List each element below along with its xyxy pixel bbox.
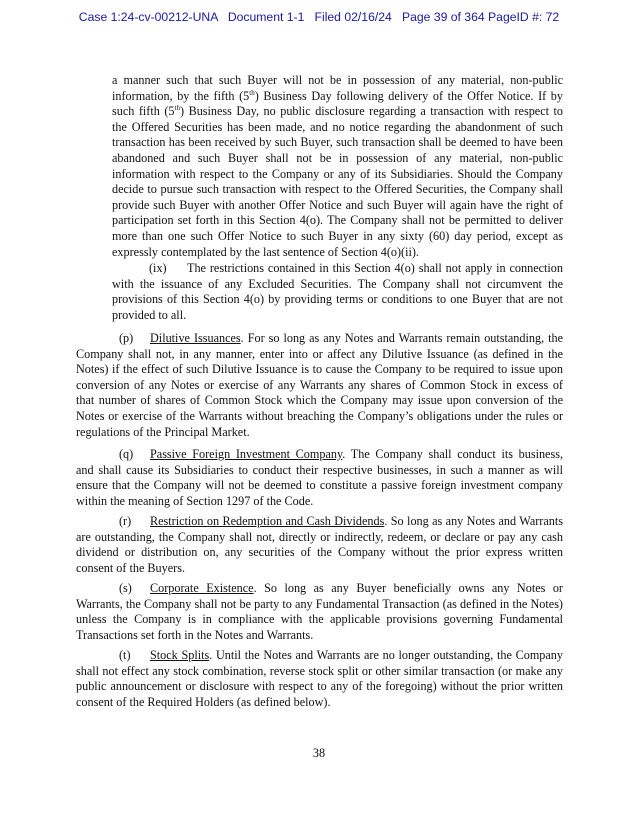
clause-text: The restrictions contained in this Section 4(o) shall not apply in connection xyxy=(187,261,563,275)
paragraph-q-pfic xyxy=(76,447,563,509)
case-number: Case 1:24-cv-00212-UNA xyxy=(78,10,218,24)
clause-title: Corporate Existence xyxy=(150,581,254,595)
paragraph-line: information, by the fifth (5th) Business Day following delivery of the Offer Notice. If by xyxy=(112,88,563,103)
page-id: PageID #: 72 xyxy=(488,10,560,24)
document-number: Document 1-1 xyxy=(227,10,305,24)
clause-title: Dilutive Issuances xyxy=(150,331,241,345)
paragraph-line: provisions of this Section 4(o) by providing terms or conditions to one Buyer that are not xyxy=(112,292,563,307)
clause-title: Stock Splits xyxy=(150,648,210,662)
paragraph-offer-notice-continuation xyxy=(112,73,563,260)
clause-label: (q) xyxy=(119,447,134,461)
paragraph-line: dividend or distribution on, any securities of the Company without the prior express written xyxy=(76,545,563,560)
paragraph-line: regulations of the Principal Market. xyxy=(76,424,250,439)
paragraph-line: Warrants, the Company shall not be party to any Fundamental Transaction (as defined in the Notes) xyxy=(76,596,563,611)
paragraph-first-line xyxy=(76,514,563,530)
paragraph-r-redemption-dividends xyxy=(76,514,563,576)
paragraph-first-line xyxy=(76,648,563,664)
paragraph-first-line xyxy=(76,331,563,347)
paragraph-line: and shall cause its Subsidiaries to conduct their respective businesses, in such a manner as will xyxy=(76,462,563,477)
court-filing-header xyxy=(0,10,638,24)
clause-label: (s) xyxy=(119,581,132,595)
paragraph-first-line xyxy=(76,581,563,597)
clause-text: . The Company shall conduct its business, xyxy=(342,447,563,461)
paragraph-first-line xyxy=(76,447,563,463)
paragraph-line: provide such Buyer with another Offer Notice and such Buyer will again have the right of xyxy=(112,197,563,212)
paragraph-ix xyxy=(112,261,563,323)
paragraph-line: consent of the Buyers. xyxy=(76,560,185,575)
paragraph-line: shall not effect any stock combination, reverse stock split or other similar transaction (or make any xyxy=(76,663,563,678)
paragraph-t-stock-splits xyxy=(76,648,563,710)
paragraph-line: are outstanding, the Company shall not, directly or indirectly, redeem, or declare or pay any cash xyxy=(76,529,563,544)
paragraph-line: public announcement or disclosure with respect to any of the foregoing) without the prior written xyxy=(76,679,563,694)
paragraph-s-corporate-existence xyxy=(76,581,563,643)
paragraph-line: Notes) if the effect of such Dilutive Issuance is to cause the Company to be required to issue upon xyxy=(76,362,563,377)
clause-text: . For so long as any Notes and Warrants remain outstanding, the xyxy=(240,331,563,345)
paragraph-line: Transactions set forth in the Notes and Warrants. xyxy=(76,627,314,642)
filed-date: Filed 02/16/24 xyxy=(314,10,392,24)
paragraph-line: ensure that the Company will not be deemed to constitute a passive foreign investment company xyxy=(76,478,563,493)
ordinal-superscript: th xyxy=(174,104,180,113)
paragraph-line: the Offered Securities has been made, and no notice regarding the abandonment of such xyxy=(112,119,563,134)
paragraph-line: that number of shares of Common Stock which the Company may issue upon conversion of the xyxy=(76,393,563,408)
page-count: Page 39 of 364 xyxy=(401,10,485,24)
paragraph-line: a manner such that such Buyer will not be in possession of any material, non-public xyxy=(112,73,563,87)
paragraph-line: unless the Company is in compliance with the applicable provisions governing Fundamental xyxy=(76,612,563,627)
paragraph-line: such fifth (5th) Business Day, no public disclosure regarding a transaction with respect to xyxy=(112,104,563,119)
clause-label: (r) xyxy=(119,514,132,528)
paragraph-line: provided to all. xyxy=(112,307,187,322)
clause-label: (t) xyxy=(119,648,131,662)
paragraph-line: transaction has been received by such Buyer, such transaction shall be deemed to have been xyxy=(112,135,563,150)
clause-label: (ix) xyxy=(149,261,167,275)
paragraph-line: Company shall not, in any manner, enter into or affect any Dilutive Issuance (as defined in the xyxy=(76,346,563,361)
paragraph-line: consent of the Required Holders (as defined below). xyxy=(76,694,331,709)
paragraph-line: participation set forth in this Section 4(o). The Company shall not be permitted to deliver xyxy=(112,213,563,228)
paragraph-first-line xyxy=(112,261,563,277)
page-number: 38 xyxy=(312,746,326,760)
paragraph-line: information with respect to the Company or any of its Subsidiaries. Should the Company xyxy=(112,166,563,181)
clause-text: . So long as any Buyer beneficially owns any Notes or xyxy=(253,581,563,595)
clause-text: . Until the Notes and Warrants are no longer outstanding, the Company xyxy=(209,648,563,662)
paragraph-line: decide to pursue such transaction with respect to the Offered Securities, the Company shall xyxy=(112,182,563,197)
paragraph-line: conversion of any Notes or exercise of any Warrants any shares of Common Stock in excess of xyxy=(76,377,563,392)
paragraph-line: abandoned and such Buyer shall not be in possession of any material, non-public xyxy=(112,150,563,165)
clause-title: Restriction on Redemption and Cash Dividends xyxy=(150,514,385,528)
ordinal-superscript: th xyxy=(249,88,255,97)
paragraph-line: with the issuance of any Excluded Securities. The Company shall not circumvent the xyxy=(112,276,563,291)
clause-title: Passive Foreign Investment Company xyxy=(150,447,343,461)
clause-text: . So long as any Notes and Warrants xyxy=(384,514,563,528)
clause-label: (p) xyxy=(119,331,134,345)
paragraph-line: within the meaning of Section 1297 of the Code. xyxy=(76,493,314,508)
paragraph-line: expressly contemplated by the last sentence of Section 4(o)(ii). xyxy=(112,244,419,259)
paragraph-p-dilutive-issuances xyxy=(76,331,563,440)
paragraph-line: more than one such Offer Notice to such Buyer in any sixty (60) day period, except as xyxy=(112,228,563,243)
paragraph-line: Notes or exercise of the Warrants without breaching the Company’s obligations under the rules or xyxy=(76,408,563,423)
